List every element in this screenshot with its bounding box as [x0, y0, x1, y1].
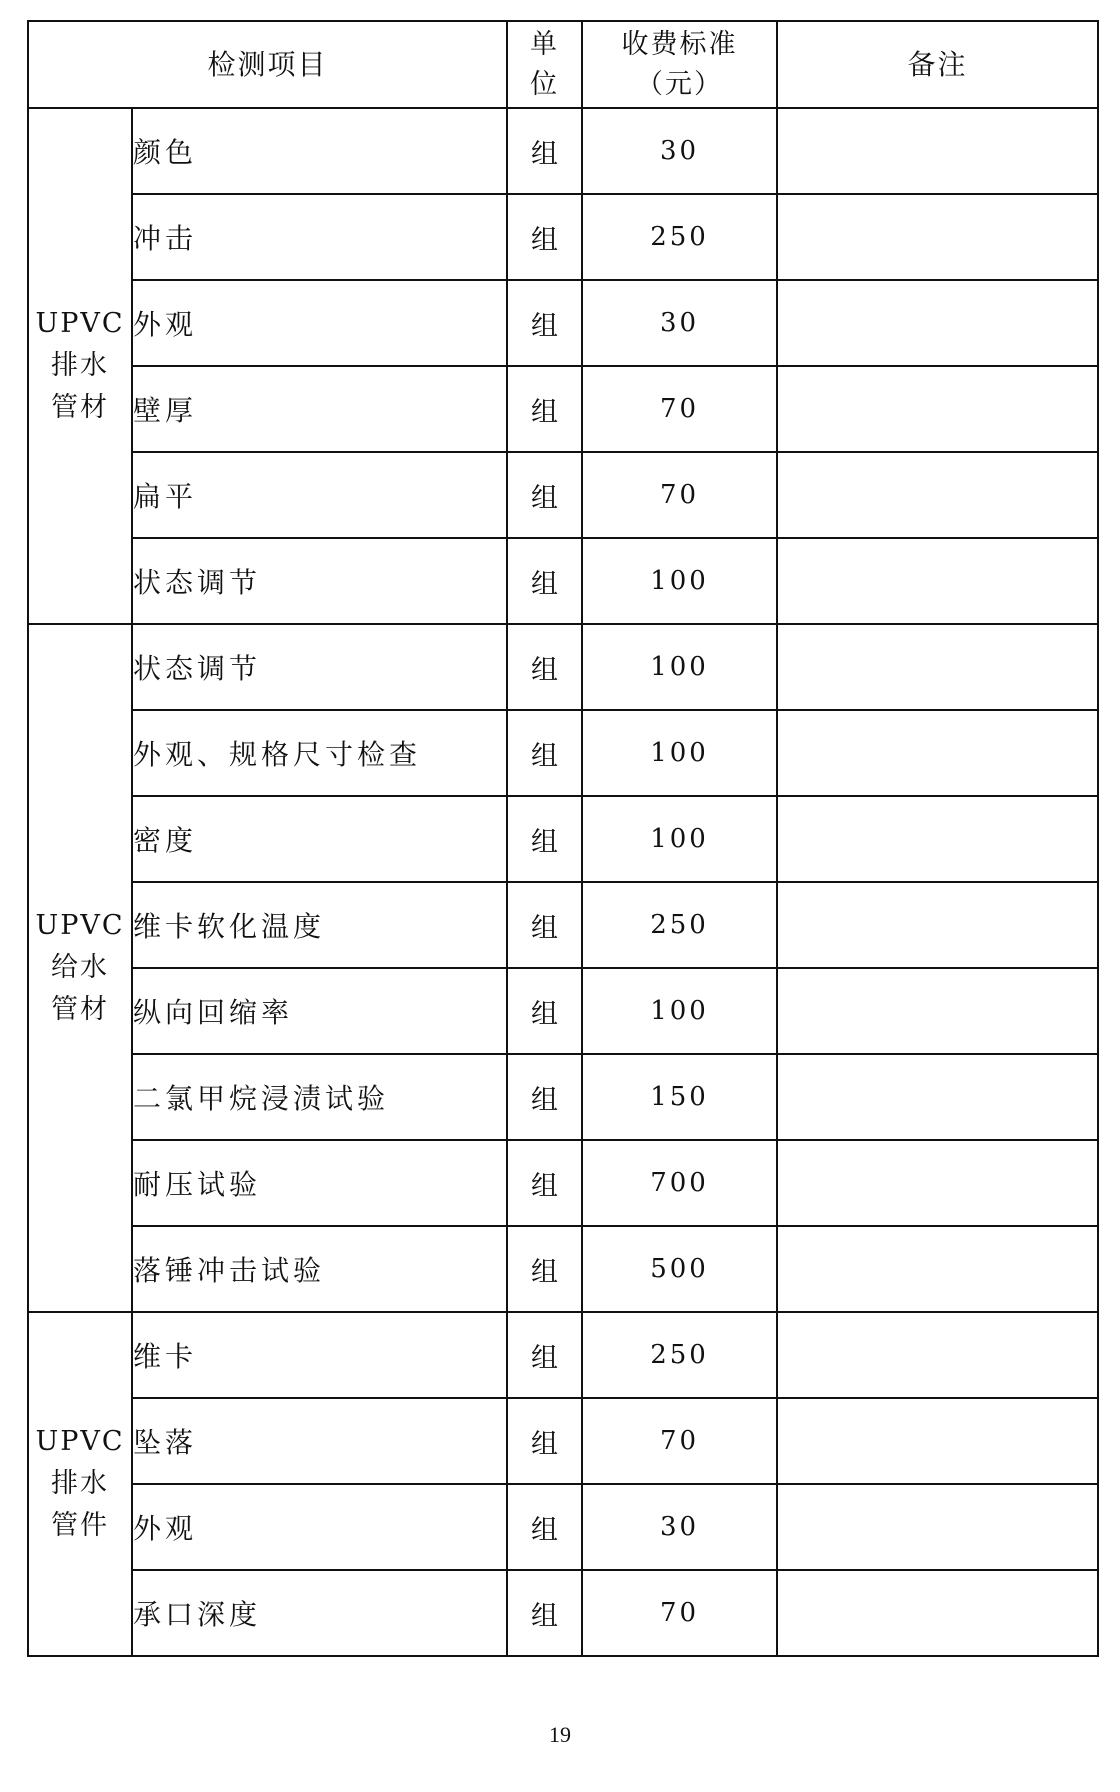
table-row [28, 624, 1098, 710]
remark-cell [777, 366, 1098, 452]
item-cell: 外观、规格尺寸检查 [132, 710, 507, 796]
item-cell: 二氯甲烷浸渍试验 [132, 1054, 507, 1140]
fee-cell: 250 [582, 194, 777, 280]
unit-cell: 组 [507, 1140, 582, 1226]
unit-cell: 组 [507, 194, 582, 280]
group-label-line: 排水 [51, 350, 109, 381]
remark-cell [777, 624, 1098, 710]
item-cell: 冲击 [132, 194, 507, 280]
remark-cell [777, 796, 1098, 882]
item-cell: 耐压试验 [132, 1140, 507, 1226]
remark-cell [777, 1226, 1098, 1312]
group-label-upvc-drain-fitting [28, 1312, 132, 1656]
remark-cell [777, 194, 1098, 280]
header-fee-line2: （元） [636, 68, 724, 100]
unit-cell: 组 [507, 280, 582, 366]
header-fee-line1: 收费标准 [621, 28, 738, 60]
table-row [28, 796, 1098, 882]
fee-cell: 70 [582, 366, 777, 452]
unit-cell: 组 [507, 1570, 582, 1656]
fee-cell: 100 [582, 624, 777, 710]
remark-cell [777, 1570, 1098, 1656]
fee-cell: 70 [582, 1570, 777, 1656]
item-cell: 维卡软化温度 [132, 882, 507, 968]
table-row [28, 452, 1098, 538]
group-label-line: 管材 [51, 392, 109, 423]
table-row [28, 1226, 1098, 1312]
table-row [28, 1570, 1098, 1656]
fee-cell: 100 [582, 538, 777, 624]
table-row [28, 538, 1098, 624]
item-cell: 落锤冲击试验 [132, 1226, 507, 1312]
unit-cell: 组 [507, 882, 582, 968]
table-row [28, 366, 1098, 452]
table-row [28, 1484, 1098, 1570]
header-unit-line1: 单 [530, 28, 560, 60]
group-label-line: 排水 [51, 1468, 109, 1499]
unit-cell: 组 [507, 538, 582, 624]
item-cell: 坠落 [132, 1398, 507, 1484]
remark-cell [777, 882, 1098, 968]
header-remark: 备注 [777, 21, 1098, 108]
table-row [28, 968, 1098, 1054]
remark-cell [777, 452, 1098, 538]
group-label-line: UPVC [35, 308, 125, 339]
fee-cell: 250 [582, 1312, 777, 1398]
remark-cell [777, 538, 1098, 624]
unit-cell: 组 [507, 710, 582, 796]
unit-cell: 组 [507, 1054, 582, 1140]
table-row [28, 1054, 1098, 1140]
remark-cell [777, 1398, 1098, 1484]
table-row [28, 280, 1098, 366]
item-cell: 外观 [132, 280, 507, 366]
table-row [28, 882, 1098, 968]
group-label-line: 给水 [51, 952, 109, 983]
remark-cell [777, 1140, 1098, 1226]
remark-cell [777, 1484, 1098, 1570]
header-unit-line2: 位 [530, 68, 560, 100]
fee-cell: 250 [582, 882, 777, 968]
unit-cell: 组 [507, 968, 582, 1054]
remark-cell [777, 710, 1098, 796]
remark-cell [777, 1054, 1098, 1140]
item-cell: 维卡 [132, 1312, 507, 1398]
item-cell: 外观 [132, 1484, 507, 1570]
group-label-line: UPVC [35, 910, 125, 941]
group-label-line: 管材 [51, 994, 109, 1025]
fee-cell: 70 [582, 1398, 777, 1484]
header-fee-standard [582, 21, 777, 108]
group-label-line: UPVC [35, 1426, 125, 1457]
fee-cell: 30 [582, 280, 777, 366]
fee-cell: 700 [582, 1140, 777, 1226]
unit-cell: 组 [507, 1312, 582, 1398]
item-cell: 纵向回缩率 [132, 968, 507, 1054]
table-row [28, 108, 1098, 194]
group-label-upvc-drain-pipe [28, 108, 132, 624]
item-cell: 密度 [132, 796, 507, 882]
remark-cell [777, 968, 1098, 1054]
unit-cell: 组 [507, 1226, 582, 1312]
fee-cell: 30 [582, 1484, 777, 1570]
item-cell: 颜色 [132, 108, 507, 194]
remark-cell [777, 108, 1098, 194]
header-unit [507, 21, 582, 108]
table-row [28, 1398, 1098, 1484]
unit-cell: 组 [507, 452, 582, 538]
remark-cell [777, 1312, 1098, 1398]
fee-cell: 30 [582, 108, 777, 194]
item-cell: 状态调节 [132, 624, 507, 710]
unit-cell: 组 [507, 1484, 582, 1570]
table-row [28, 1312, 1098, 1398]
unit-cell: 组 [507, 1398, 582, 1484]
fee-cell: 100 [582, 710, 777, 796]
unit-cell: 组 [507, 624, 582, 710]
fee-standard-table [27, 20, 1099, 1657]
table-row [28, 1140, 1098, 1226]
group-label-line: 管件 [51, 1510, 109, 1541]
item-cell: 壁厚 [132, 366, 507, 452]
fee-cell: 150 [582, 1054, 777, 1140]
fee-cell: 100 [582, 968, 777, 1054]
table-row [28, 710, 1098, 796]
page-number: 19 [549, 1722, 571, 1747]
unit-cell: 组 [507, 366, 582, 452]
table-row [28, 194, 1098, 280]
header-test-item: 检测项目 [28, 21, 507, 108]
unit-cell: 组 [507, 108, 582, 194]
table-header-row [28, 21, 1098, 108]
item-cell: 扁平 [132, 452, 507, 538]
fee-cell: 500 [582, 1226, 777, 1312]
fee-cell: 100 [582, 796, 777, 882]
remark-cell [777, 280, 1098, 366]
group-label-upvc-supply-pipe [28, 624, 132, 1312]
unit-cell: 组 [507, 796, 582, 882]
item-cell: 承口深度 [132, 1570, 507, 1656]
item-cell: 状态调节 [132, 538, 507, 624]
fee-cell: 70 [582, 452, 777, 538]
